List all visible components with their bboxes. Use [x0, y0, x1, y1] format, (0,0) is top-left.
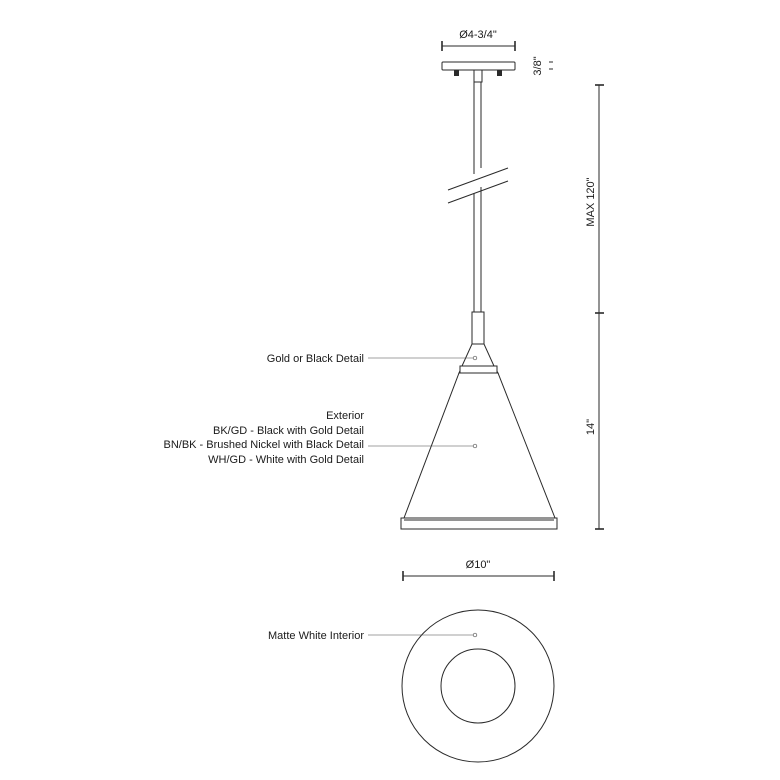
- max-height-dimension: [585, 85, 604, 313]
- callout-exterior-option: BN/BK - Brushed Nickel with Black Detail: [163, 439, 364, 451]
- callout-detail-label: Gold or Black Detail: [266, 353, 364, 365]
- socket-cup: [472, 312, 484, 344]
- canopy-diameter-label: Ø4-3/4": [459, 29, 497, 41]
- shade-diameter-label: Ø10": [465, 559, 491, 571]
- callout-interior-label: Matte White Interior: [268, 630, 364, 642]
- shade-diameter-dimension: [403, 559, 554, 581]
- canopy-height-dimension: [532, 56, 553, 75]
- shade-height-dimension: [585, 313, 604, 529]
- callout-interior: [268, 630, 473, 642]
- callout-exterior-option: BK/GD - Black with Gold Detail: [213, 425, 364, 437]
- canopy-diameter-dimension: [442, 29, 515, 51]
- callout-exterior-option: WH/GD - White with Gold Detail: [208, 454, 364, 466]
- shade-height-label: 14": [585, 418, 597, 436]
- max-height-label: MAX 120": [585, 177, 597, 227]
- shade-bottom-view: [402, 610, 554, 762]
- downrod: [448, 82, 508, 312]
- cone-shade: [401, 344, 557, 529]
- canopy: [442, 62, 515, 82]
- canopy-height-label: 3/8": [532, 56, 544, 76]
- callout-exterior-title: Exterior: [326, 410, 364, 422]
- callout-detail: [267, 353, 473, 365]
